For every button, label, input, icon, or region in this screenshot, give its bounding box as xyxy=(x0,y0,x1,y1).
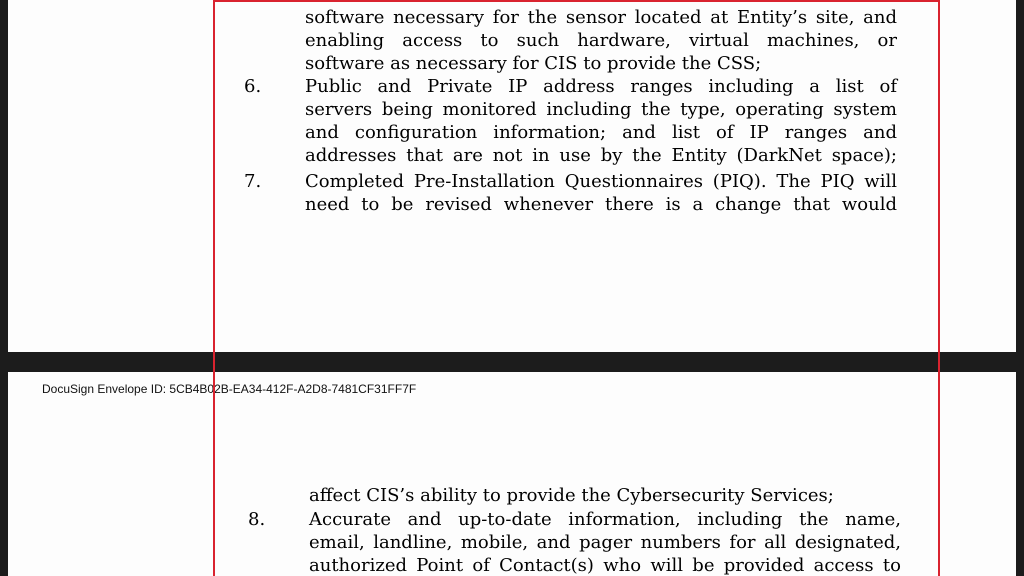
item-number: 6. xyxy=(244,76,262,97)
document-page-top xyxy=(8,0,1016,352)
text-line: enabling access to such hardware, virtual machines, or xyxy=(305,30,897,51)
partial-item-text xyxy=(305,6,897,75)
text-line: Completed Pre-Installation Questionnaires (PIQ). The PIQ will xyxy=(305,171,897,192)
text-line: software as necessary for CIS to provide the CSS; xyxy=(305,53,762,74)
text-line: affect CIS’s ability to provide the Cybersecurity Services; xyxy=(309,485,834,506)
docusign-envelope-id: DocuSign Envelope ID: 5CB4B02B-EA34-412F-A2D8-7481CF31FF7F xyxy=(42,382,417,396)
document-page-bottom xyxy=(8,372,1016,576)
text-line: Accurate and up-to-date information, including the name, xyxy=(309,509,901,530)
text-line: and configuration information; and list of IP ranges and xyxy=(305,122,897,143)
text-line: need to be revised whenever there is a change that would xyxy=(305,194,897,215)
list-item-8-text xyxy=(309,508,901,576)
list-item-7-text xyxy=(305,170,897,216)
continuation-text xyxy=(309,484,901,507)
text-line: servers being monitored including the type, operating system xyxy=(305,99,897,120)
item-number: 7. xyxy=(244,171,262,192)
text-line: Public and Private IP address ranges including a list of xyxy=(305,76,897,97)
text-line: email, landline, mobile, and pager numbers for all designated, xyxy=(309,532,901,553)
list-item-6-text xyxy=(305,75,897,167)
text-line: addresses that are not in use by the Entity (DarkNet space); xyxy=(305,145,897,166)
text-line: authorized Point of Contact(s) who will be provided access to xyxy=(309,555,901,576)
item-number: 8. xyxy=(248,509,266,530)
highlight-box-top-edge xyxy=(213,0,940,2)
text-line: software necessary for the sensor located at Entity’s site, and xyxy=(305,7,897,28)
